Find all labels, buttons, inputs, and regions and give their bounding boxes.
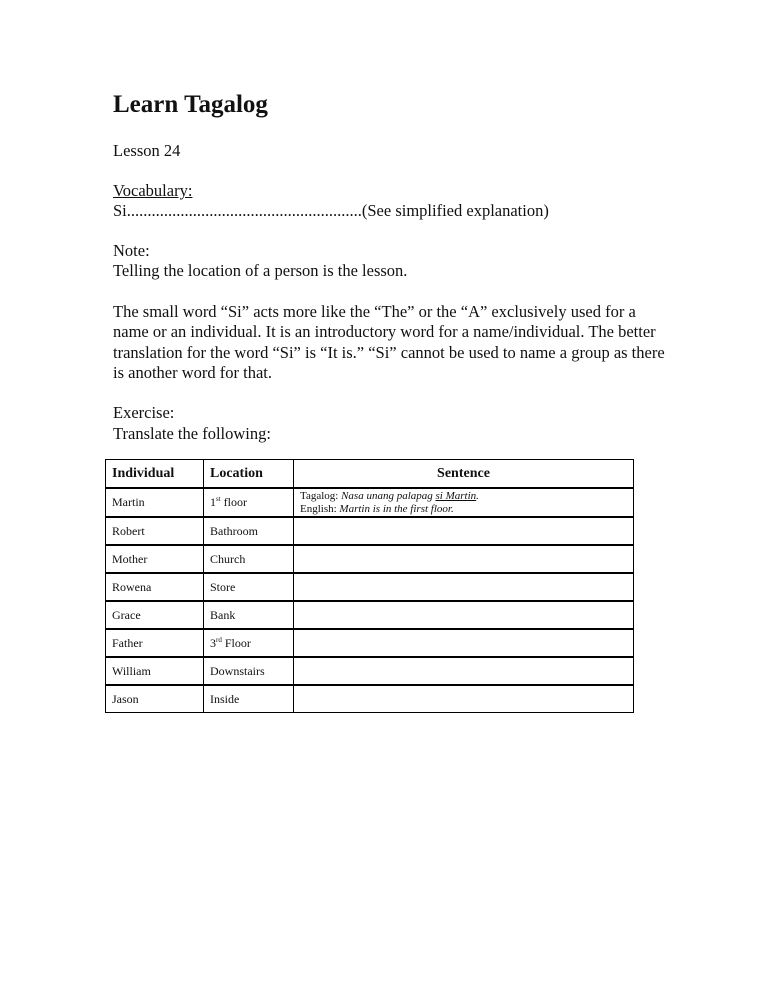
note-heading: Note: bbox=[113, 241, 150, 260]
table-row bbox=[106, 573, 634, 601]
table-row bbox=[106, 685, 634, 713]
cell-individual: Mother bbox=[106, 545, 204, 573]
exercise-heading: Exercise: bbox=[113, 403, 175, 422]
cell-location: Bank bbox=[204, 601, 294, 629]
cell-location: 3rd Floor bbox=[204, 629, 294, 657]
vocabulary-heading: Vocabulary: bbox=[113, 181, 193, 200]
cell-individual: Robert bbox=[106, 517, 204, 545]
cell-individual: Grace bbox=[106, 601, 204, 629]
example-english: English: Martin is in the first floor. bbox=[300, 503, 454, 515]
exercise-instruction: Translate the following: bbox=[113, 424, 271, 443]
cell-location: Bathroom bbox=[204, 517, 294, 545]
lesson-number: Lesson 24 bbox=[113, 141, 181, 160]
cell-individual: Father bbox=[106, 629, 204, 657]
header-sentence: Sentence bbox=[294, 460, 634, 489]
cell-location: Inside bbox=[204, 685, 294, 713]
cell-sentence-blank[interactable] bbox=[294, 545, 634, 573]
cell-sentence-blank[interactable] bbox=[294, 601, 634, 629]
cell-individual: Martin bbox=[106, 488, 204, 517]
vocabulary-entry: Si.........................................................(See simplified explanation) bbox=[113, 201, 549, 220]
example-tagalog: Tagalog: Nasa unang palapag si Martin. bbox=[300, 490, 479, 502]
cell-sentence-blank[interactable] bbox=[294, 657, 634, 685]
table-row bbox=[106, 629, 634, 657]
cell-individual: Jason bbox=[106, 685, 204, 713]
explanation-paragraph: The small word “Si” acts more like the “The” or the “A” exclusively used for a name or an individual. It is an introductory word for a name/individual. The better translation for the word “Si” is “It is.” “Si” cannot be used to name a group as there is another word for that. bbox=[113, 302, 665, 382]
cell-sentence-example bbox=[294, 488, 634, 517]
table-header-row bbox=[106, 460, 634, 489]
cell-location: Store bbox=[204, 573, 294, 601]
header-individual: Individual bbox=[106, 460, 204, 489]
table-row bbox=[106, 657, 634, 685]
cell-individual: William bbox=[106, 657, 204, 685]
table-row bbox=[106, 545, 634, 573]
table-row bbox=[106, 488, 634, 517]
header-location: Location bbox=[204, 460, 294, 489]
cell-individual: Rowena bbox=[106, 573, 204, 601]
note-text: Telling the location of a person is the lesson. bbox=[113, 261, 408, 280]
exercise-table bbox=[105, 459, 634, 713]
page-title: Learn Tagalog bbox=[113, 91, 268, 118]
cell-sentence-blank[interactable] bbox=[294, 573, 634, 601]
cell-sentence-blank[interactable] bbox=[294, 517, 634, 545]
cell-location: Church bbox=[204, 545, 294, 573]
cell-location: Downstairs bbox=[204, 657, 294, 685]
cell-sentence-blank[interactable] bbox=[294, 685, 634, 713]
table-row bbox=[106, 601, 634, 629]
cell-location: 1st floor bbox=[204, 488, 294, 517]
table-row bbox=[106, 517, 634, 545]
cell-sentence-blank[interactable] bbox=[294, 629, 634, 657]
